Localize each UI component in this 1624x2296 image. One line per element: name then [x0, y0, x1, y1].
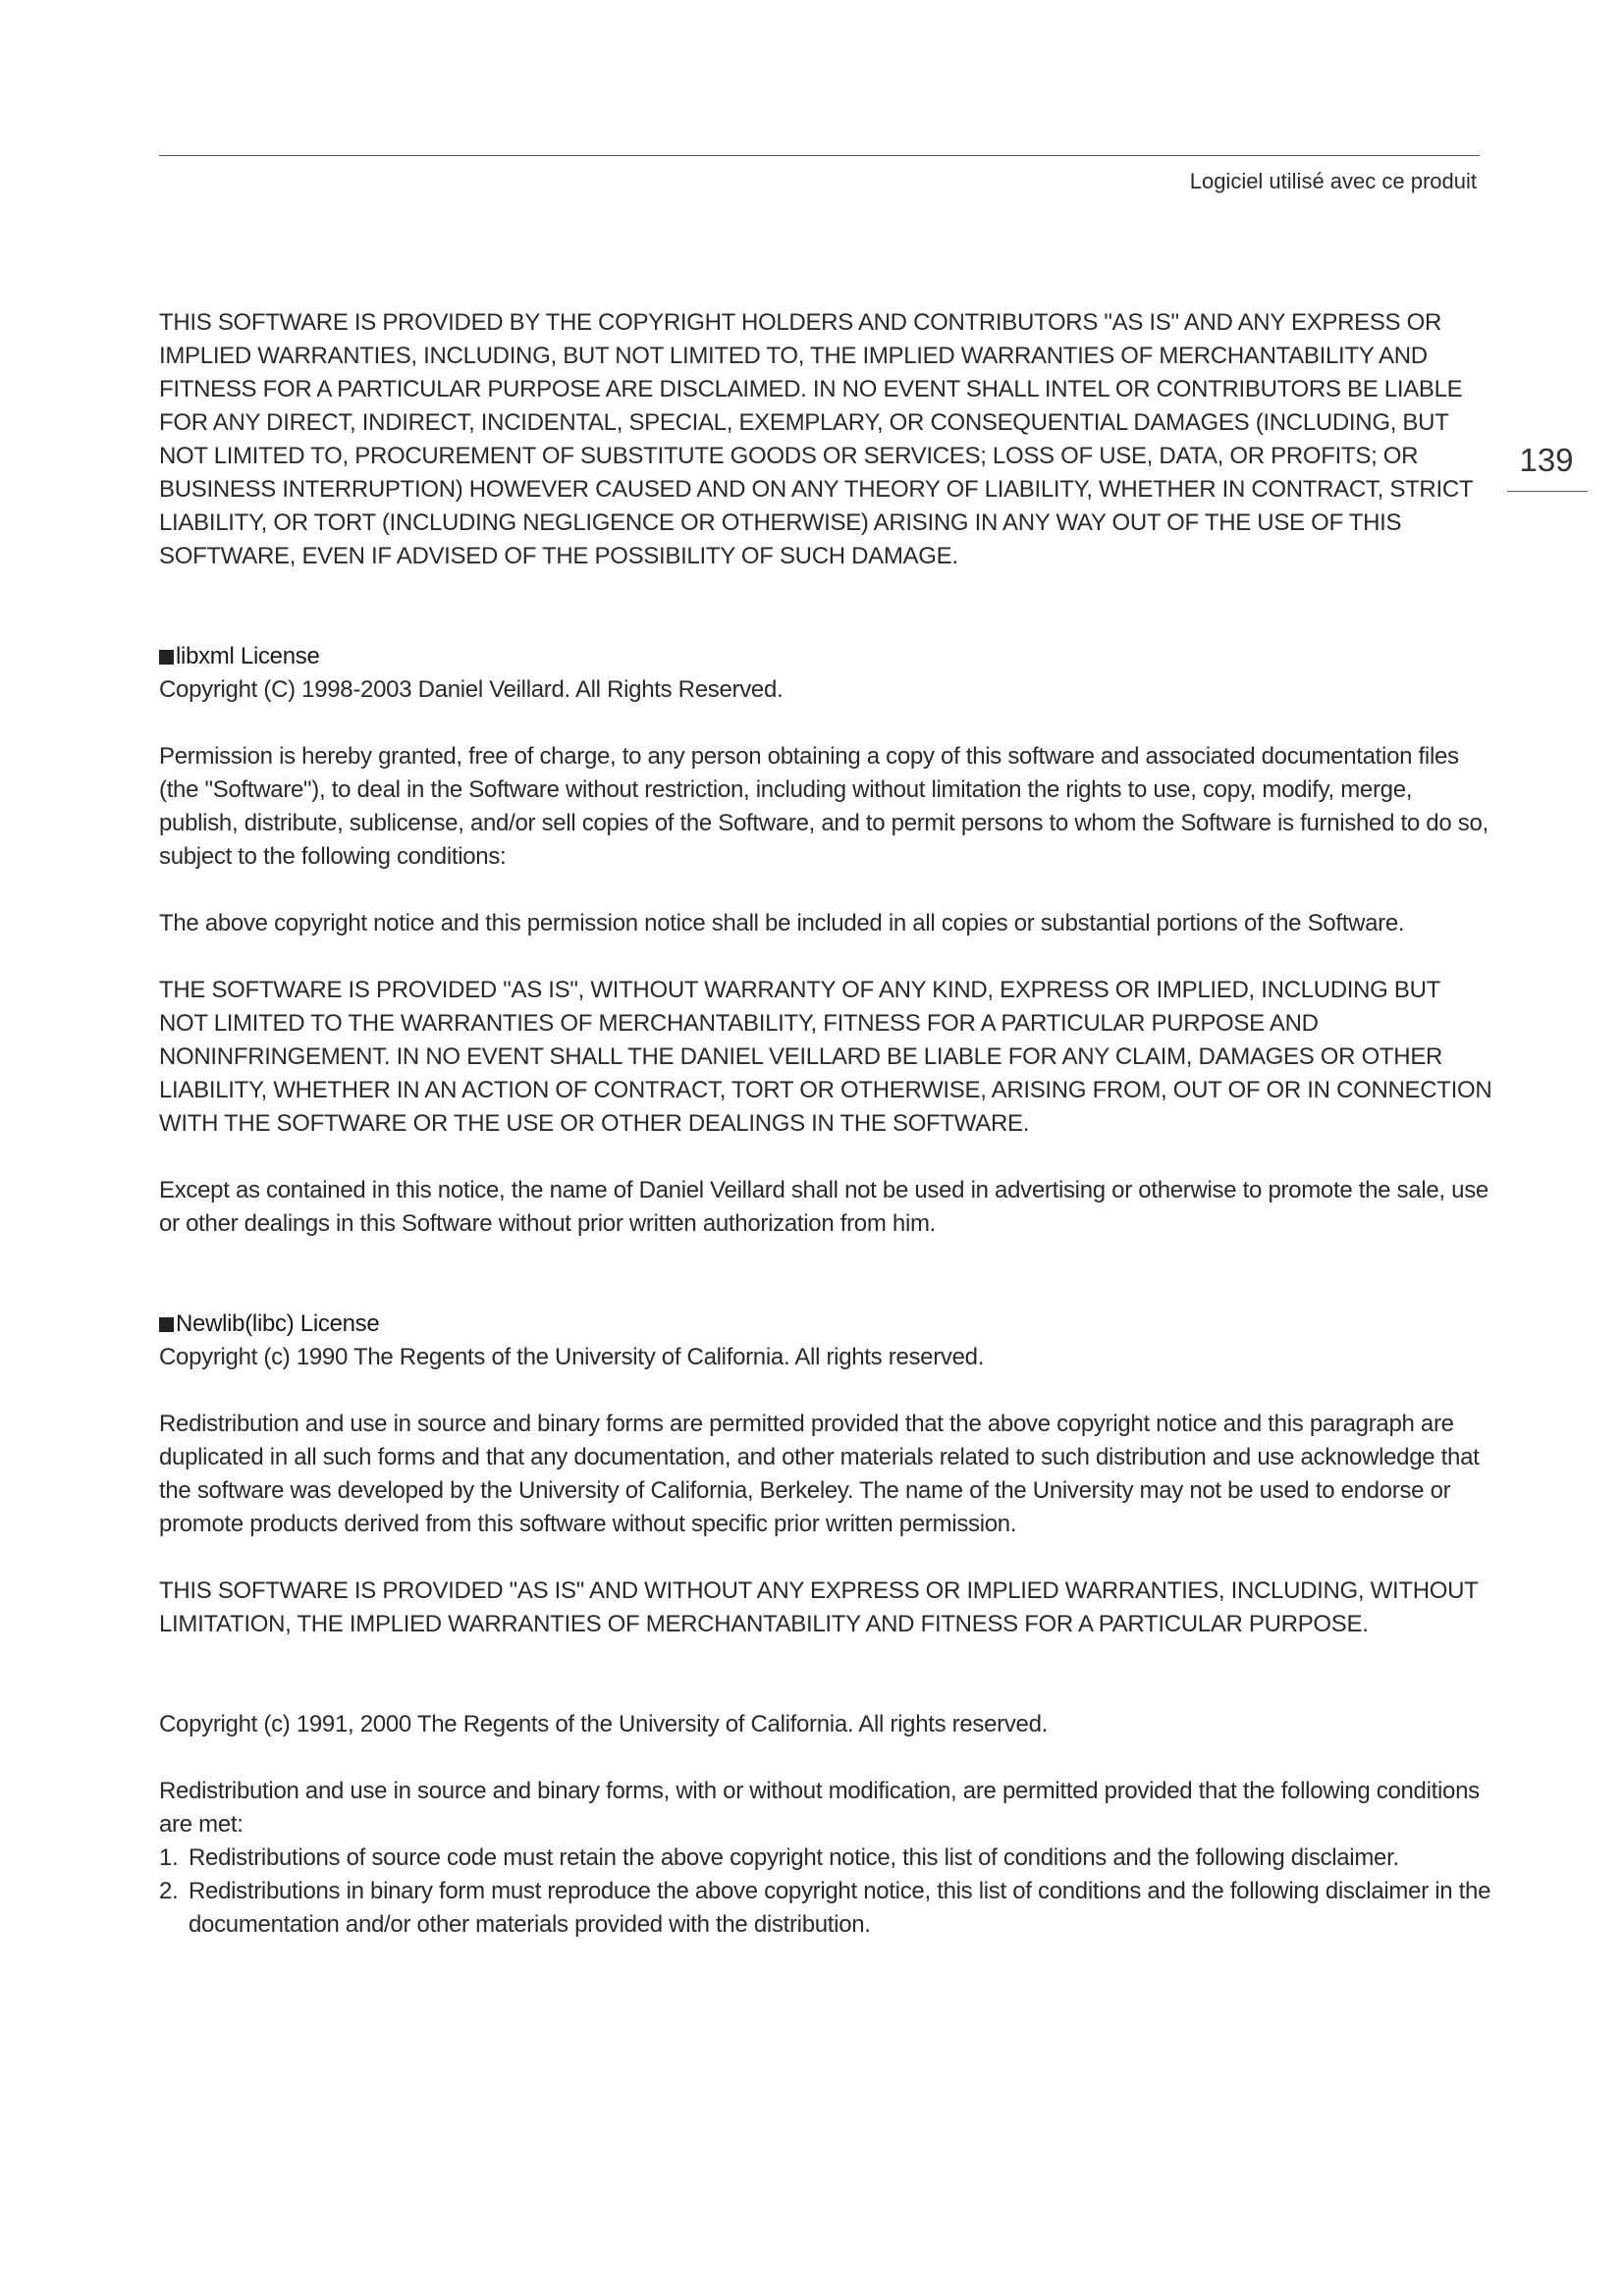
newlib-heading: [159, 1308, 1494, 1341]
libxml-permission: Permission is hereby granted, free of charge, to any person obtaining a copy of this software and associated documentation files (the "Software"), to deal in the Software without restriction, including without limitation the rights to use, copy, modify, merge, publish, distribute, sublicense, and/or sell copies of the Software, and to permit persons to whom the Software is furnished to do so, subject to the following conditions:: [159, 743, 1489, 870]
libxml-copyright: Copyright (C) 1998-2003 Daniel Veillard. All Rights Reserved.: [159, 676, 784, 703]
page-content: [159, 306, 1494, 1942]
newlib-heading-label: Newlib(libc) License: [176, 1310, 380, 1337]
libxml-heading-label: libxml License: [176, 643, 320, 669]
libxml-except: Except as contained in this notice, the name of Daniel Veillard shall not be used in advertising or otherwise to promote the sale, use or other dealings in this Software without prior written authorization from him.: [159, 1177, 1489, 1237]
list-item-number: 2.: [159, 1878, 179, 1904]
list-item: [159, 1875, 1494, 1942]
newlib-redistribution-2: Redistribution and use in source and binary forms, with or without modification, are permitted provided that the following conditions are met:: [159, 1778, 1480, 1838]
black-square-icon: [159, 650, 174, 665]
list-item-number: 1.: [159, 1844, 179, 1871]
libxml-warranty: THE SOFTWARE IS PROVIDED "AS IS", WITHOUT WARRANTY OF ANY KIND, EXPRESS OR IMPLIED, INCLUDING BUT NOT LIMITED TO THE WARRANTIES OF MERCHANTABILITY, FITNESS FOR A PARTICULAR PURPOSE AND NONINFRINGEMENT. IN NO EVENT SHALL THE DANIEL VEILLARD BE LIABLE FOR ANY CLAIM, DAMAGES OR OTHER LIABILITY, WHETHER IN AN ACTION OF CONTRACT, TORT OR OTHERWISE, ARISING FROM, OUT OF OR IN CONNECTION WITH THE SOFTWARE OR THE USE OR OTHER DEALINGS IN THE SOFTWARE.: [159, 977, 1492, 1137]
page-number: 139: [1519, 442, 1574, 478]
libxml-notice: The above copyright notice and this permission notice shall be included in all copies or substantial portions of the Software.: [159, 910, 1405, 936]
list-item-text: Redistributions of source code must retain the above copyright notice, this list of conditions and the following disclaimer.: [189, 1844, 1399, 1871]
newlib-redistribution-1: Redistribution and use in source and binary forms are permitted provided that the above copyright notice and this paragraph are duplicated in all such forms and that any documentation, and other materials related to such distribution and use acknowledge that the software was developed by the University of California, Berkeley. The name of the University may not be used to endorse or promote products derived from this software without specific prior written permission.: [159, 1411, 1480, 1537]
conditions-list: [159, 1842, 1494, 1942]
list-item: [159, 1842, 1494, 1875]
page-number-rule: [1507, 491, 1588, 492]
header-rule: [159, 155, 1480, 156]
black-square-icon: [159, 1317, 174, 1332]
libxml-heading: [159, 640, 1494, 673]
running-header: Logiciel utilisé avec ce produit: [1189, 169, 1477, 193]
newlib-warranty-1: THIS SOFTWARE IS PROVIDED "AS IS" AND WITHOUT ANY EXPRESS OR IMPLIED WARRANTIES, INCLUDING, WITHOUT LIMITATION, THE IMPLIED WARRANTIES OF MERCHANTABILITY AND FITNESS FOR A PARTICULAR PURPOSE.: [159, 1577, 1479, 1637]
newlib-copyright-1991: Copyright (c) 1991, 2000 The Regents of the University of California. All rights reserved.: [159, 1711, 1049, 1737]
intel-disclaimer: THIS SOFTWARE IS PROVIDED BY THE COPYRIGHT HOLDERS AND CONTRIBUTORS "AS IS" AND ANY EXPRESS OR IMPLIED WARRANTIES, INCLUDING, BUT NOT LIMITED TO, THE IMPLIED WARRANTIES OF MERCHANTABILITY AND FITNESS FOR A PARTICULAR PURPOSE ARE DISCLAIMED. IN NO EVENT SHALL INTEL OR CONTRIBUTORS BE LIABLE FOR ANY DIRECT, INDIRECT, INCIDENTAL, SPECIAL, EXEMPLARY, OR CONSEQUENTIAL DAMAGES (INCLUDING, BUT NOT LIMITED TO, PROCUREMENT OF SUBSTITUTE GOODS OR SERVICES; LOSS OF USE, DATA, OR PROFITS; OR BUSINESS INTERRUPTION) HOWEVER CAUSED AND ON ANY THEORY OF LIABILITY, WHETHER IN CONTRACT, STRICT LIABILITY, OR TORT (INCLUDING NEGLIGENCE OR OTHERWISE) ARISING IN ANY WAY OUT OF THE USE OF THIS SOFTWARE, EVEN IF ADVISED OF THE POSSIBILITY OF SUCH DAMAGE.: [159, 309, 1473, 569]
list-item-text: Redistributions in binary form must reproduce the above copyright notice, this list of conditions and the following disclaimer in the documentation and/or other materials provided with the distribution.: [189, 1878, 1491, 1938]
newlib-copyright-1990: Copyright (c) 1990 The Regents of the University of California. All rights reserved.: [159, 1344, 985, 1370]
